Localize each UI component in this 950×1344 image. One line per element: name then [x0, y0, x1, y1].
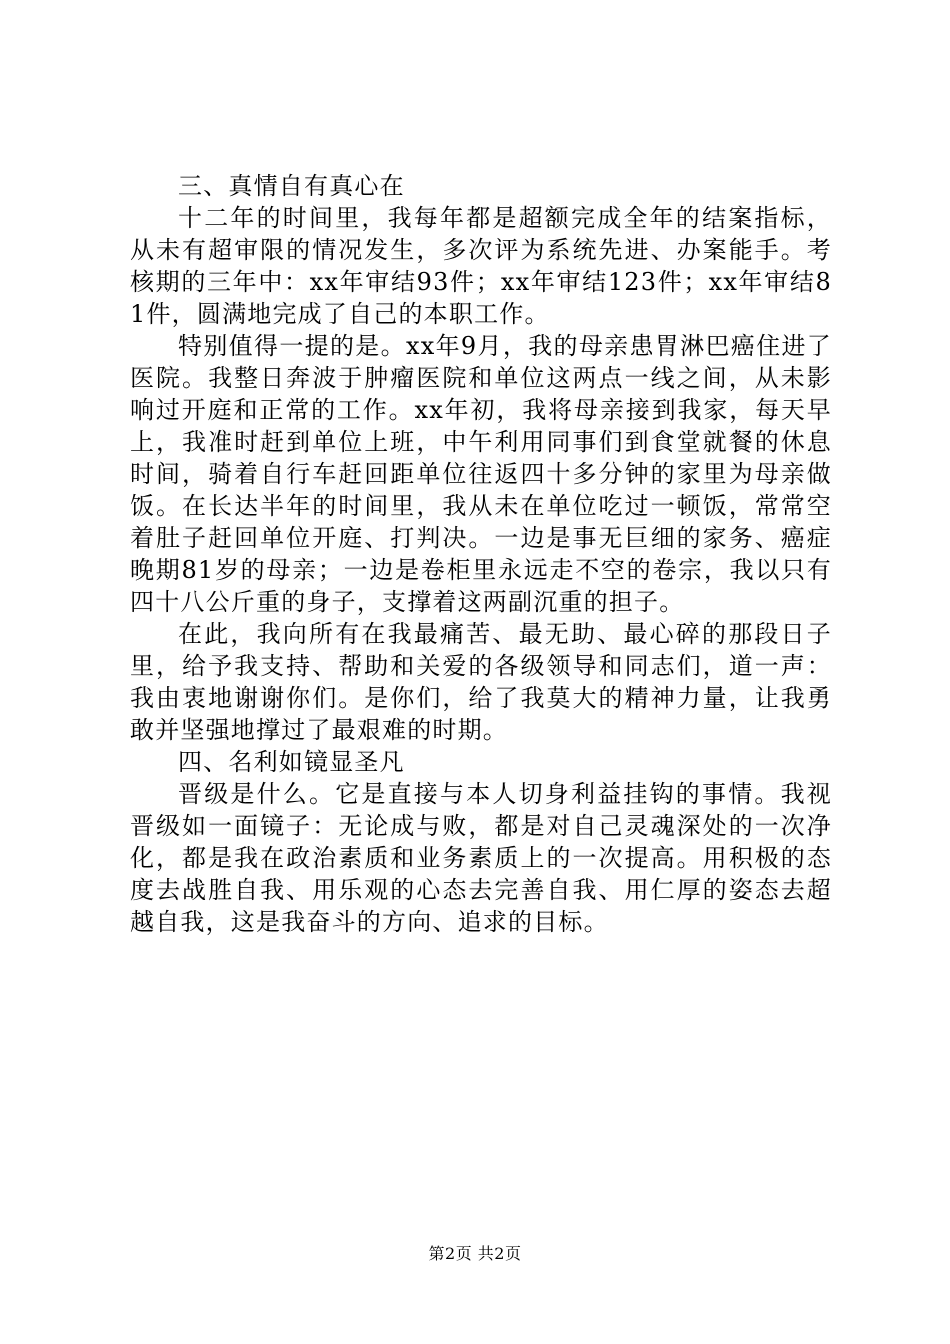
section-heading: 三、真情自有真心在 — [178, 172, 405, 200]
page-number-footer: 第2页 共2页 — [428, 1244, 522, 1263]
paragraph: 晋级是什么。它是直接与本人切身利益挂钩的事情。我视晋级如一面镜子：无论成与败，都是对自己灵魂深处的一次净化，都是我在政治素质和业务素质上的一次提高。用积极的态度去战胜自我、用乐观的心态去完善自我、用仁厚的姿态去超越自我，这是我奋斗的方向、追求的目标。 — [130, 780, 832, 936]
paragraph: 特别值得一提的是。xx年9月，我的母亲患胃淋巴癌住进了医院。我整日奔波于肿瘤医院和单位这两点一线之间，从未影响过开庭和正常的工作。xx年初，我将母亲接到我家，每天早上，我准时赶到单位上班，中午利用同事们到食堂就餐的休息时间，骑着自行车赶回距单位往返四十多分钟的家里为母亲做饭。在长达半年的时间里，我从未在单位吃过一顿饭，常常空着肚子赶回单位开庭、打判决。一边是事无巨细的家务、癌症晚期81岁的母亲；一边是卷柜里永远走不空的卷宗，我以只有四十八公斤重的身子，支撑着这两副沉重的担子。 — [130, 332, 832, 616]
paragraph: 十二年的时间里，我每年都是超额完成全年的结案指标，从未有超审限的情况发生，多次评为系统先进、办案能手。考核期的三年中：xx年审结93件；xx年审结123件；xx年审结81件，圆满地完成了自己的本职工作。 — [130, 204, 832, 328]
section-heading: 四、名利如镜显圣凡 — [178, 748, 405, 776]
document-body — [130, 170, 832, 938]
paragraph: 在此，我向所有在我最痛苦、最无助、最心碎的那段日子里，给予我支持、帮助和关爱的各级领导和同志们，道一声：我由衷地谢谢你们。是你们，给了我莫大的精神力量，让我勇敢并坚强地撑过了最艰难的时期。 — [130, 620, 832, 744]
